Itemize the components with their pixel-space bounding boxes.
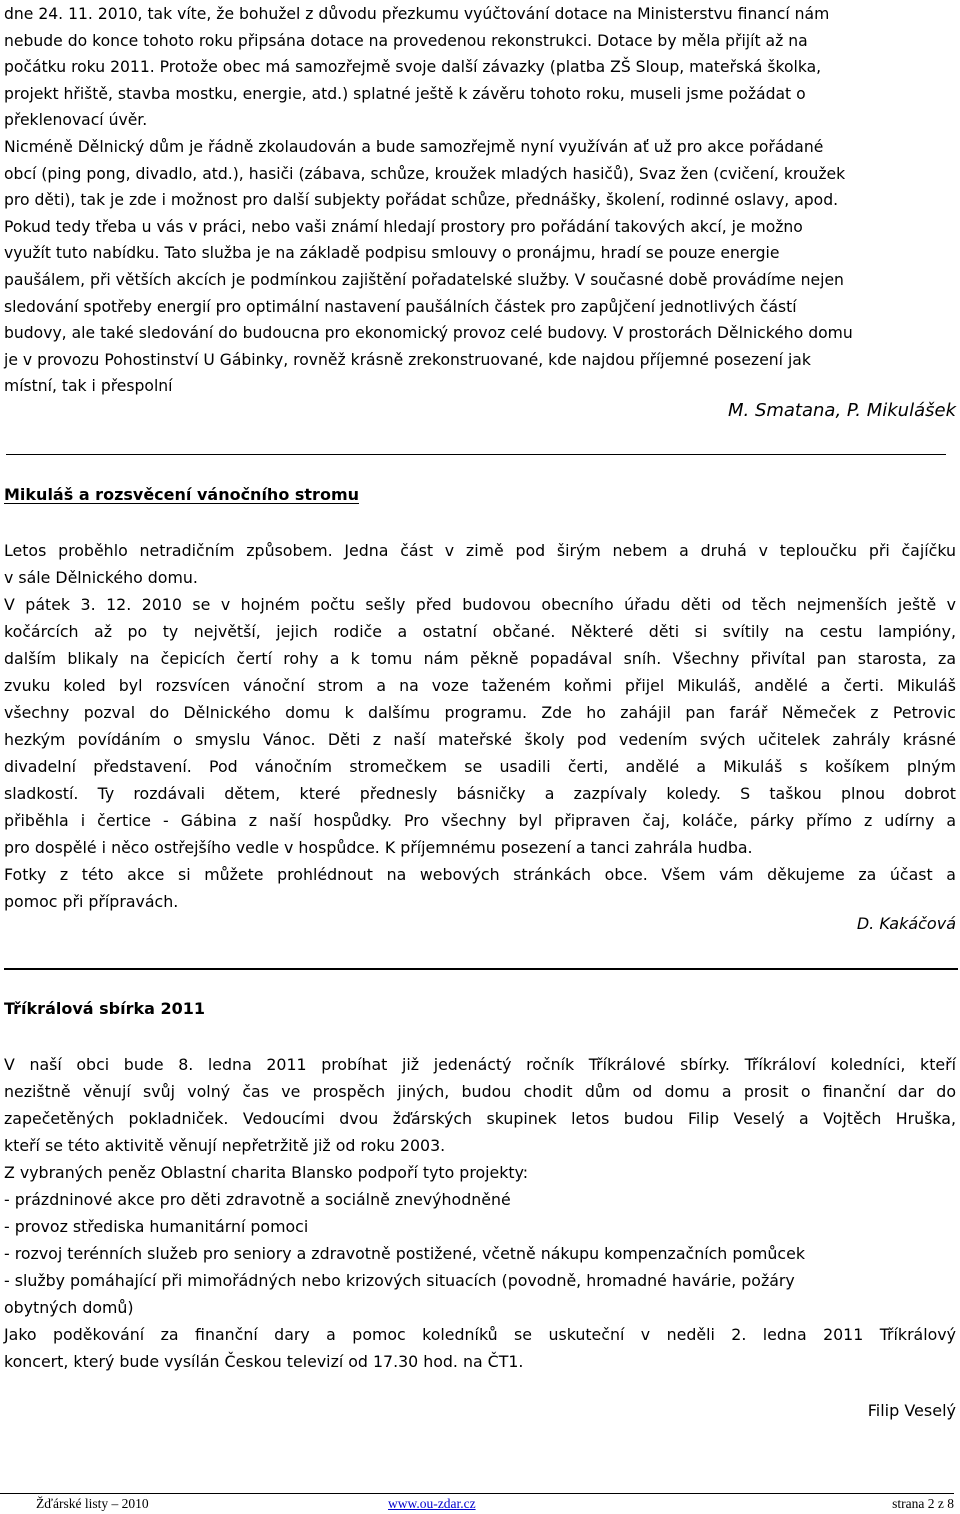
text-line: Z vybraných peněz Oblastní charita Blansko podpoří tyto projekty: — [4, 1163, 529, 1182]
text-line: hezkým povídáním o smyslu Vánoc. Děti z naší mateřské školy pod vedením svých učitelek zahrály krásné — [4, 730, 956, 749]
text-line: místní, tak i přespolní — [4, 377, 173, 396]
text-line: kteří se této aktivitě věnují nepřetržitě již od roku 2003. — [4, 1136, 446, 1155]
text-line: dne 24. 11. 2010, tak víte, že bohužel z důvodu přezkumu vyúčtování dotace na Ministerstvu financí nám — [4, 5, 830, 23]
footer-website-link[interactable]: www.ou-zdar.cz — [388, 1496, 476, 1511]
text-line: počátku roku 2011. Protože obec má samozřejmě svoje další závazky (platba ZŠ Sloup, mateřská školka, — [4, 58, 822, 77]
text-line: Jako poděkování za finanční dary a pomoc koledníků se uskuteční v neděli 2. ledna 2011 Tříkrálový — [4, 1325, 956, 1344]
text-line: nebude do konce tohoto roku připsána dotace na provedenou rekonstrukci. Dotace by měla přijít až na — [4, 31, 808, 50]
text-line: pro dospělé i něco ostřejšího vedle v hospůdce. K příjemnému posezení a tanci zahrála hudba. — [4, 838, 753, 857]
text-line: Letos proběhlo netradičním způsobem. Jedna část v zimě pod širým nebem a druhá v teploučku při čajíčku — [4, 541, 956, 560]
text-line: pro děti), tak je zde i možnost pro další subjekty pořádat schůze, přednášky, školení, rodinné oslavy, apod. — [4, 191, 839, 210]
text-line: V naší obci bude 8. ledna 2011 probíhat již jedenáctý ročník Tříkrálové sbírky. Tříkráloví koledníci, kteří — [4, 1055, 956, 1074]
text-line: paušálem, při větších akcích je podmínkou zajištění pořadatelské služby. V současné době provádíme nejen — [4, 270, 844, 289]
text-line: V pátek 3. 12. 2010 se v hojném počtu sešly před budovou obecního úřadu děti od těch nejmenších ještě v — [4, 595, 956, 614]
list-item: - rozvoj terénních služeb pro seniory a zdravotně postižené, včetně nákupu kompenzačních pomůcek — [4, 1244, 805, 1263]
text-line: překlenovací úvěr. — [4, 111, 148, 130]
list-item: - prázdninové akce pro děti zdravotně a sociálně znevýhodněné — [4, 1190, 511, 1209]
text-line: pomoc při přípravách. — [4, 892, 179, 911]
list-item: - provoz střediska humanitární pomoci — [4, 1217, 309, 1236]
text-line: obcí (ping pong, divadlo, atd.), hasiči (zábava, schůze, kroužek mladých hasičů), Svaz žen (cvičení, kroužek — [4, 164, 846, 183]
footer-page-number: strana 2 z 8 — [892, 1496, 954, 1511]
section-divider — [4, 968, 958, 970]
text-line: Fotky z této akce si můžete prohlédnout na webových stránkách obce. Všem vám děkujeme za účast a — [4, 865, 956, 884]
text-line: nezištně věnují svůj volný čas ve prospěch jiných, budou chodit dům od domu a prosit o finanční dar do — [4, 1082, 956, 1101]
text-line: využít tuto nabídku. Tato služba je na základě podpisu smlouvy o pronájmu, hradí se pouze energie — [4, 244, 780, 263]
list-item-continuation: obytných domů) — [4, 1298, 134, 1317]
intro-article-signature: M. Smatana, P. Mikulášek — [727, 400, 956, 421]
text-line: projekt hřiště, stavba mostku, energie, atd.) splatné ještě k závěru tohoto roku, museli jsme požádat o — [4, 84, 806, 103]
tri-kralova-article-signature: Filip Veselý — [867, 1401, 956, 1420]
text-line: kočárcích až po ty největší, jejich rodiče a ostatní občané. Některé děti si svítily na cestu lampióny, — [4, 622, 956, 641]
tri-kralova-article-heading: Tříkrálová sbírka 2011 — [4, 999, 206, 1018]
text-line: všechny pozval do Dělnického domu k dalšímu programu. Zde ho zahájil pan farář Němeček z Petrovic — [4, 703, 956, 722]
text-line: sledování spotřeby energií pro optimální nastavení paušálních částek pro zapůjčení jednotlivých částí — [4, 297, 797, 316]
text-line: sladkostí. Ty rozdávali dětem, které přednesly básničky a zazpívaly koledy. S taškou plnou dobrot — [4, 784, 956, 803]
text-line: zvuku koled byl rozsvícen vánoční strom a na voze taženém koňmi přijel Mikuláš, andělé a čerti. Mikuláš — [4, 676, 956, 695]
section-divider — [6, 454, 946, 455]
mikulas-article-signature: D. Kakáčová — [856, 914, 956, 933]
text-line: v sále Dělnického domu. — [4, 568, 198, 587]
text-line: koncert, který bude vysílán Českou televizí od 17.30 hod. na ČT1. — [4, 1352, 524, 1371]
text-line: zapečetěných pokladniček. Vedoucími dvou žďárských skupinek letos budou Filip Veselý a Vojtěch Hruška, — [4, 1109, 956, 1128]
text-line: budovy, ale také sledování do budoucna pro ekonomický provoz celé budovy. V prostorách Dělnického domu — [4, 324, 853, 343]
list-item: - služby pomáhající při mimořádných nebo krizových situacích (povodně, hromadné havárie, požáry — [4, 1271, 795, 1290]
text-line: divadelní představení. Pod vánočním stromečkem se usadili čerti, andělé a Mikuláš s košíkem plným — [4, 757, 956, 776]
mikulas-article-heading: Mikuláš a rozsvěcení vánočního stromu — [4, 485, 359, 504]
text-line: dalším blikaly na čepicích čertí rohy a k tomu nám pěkně popadával sníh. Všechny přivítal pan starosta, za — [4, 649, 956, 668]
footer-divider — [0, 1493, 954, 1494]
text-line: Pokud tedy třeba u vás v práci, nebo vaši známí hledají prostory pro pořádání takových akcí, je možno — [4, 217, 803, 236]
intro-article-body — [4, 1, 956, 400]
text-line: přiběhla i čertice - Gábina z naší hospůdky. Pro všechny byl připraven čaj, koláče, párky přímo z udírny a — [4, 811, 956, 830]
tri-kralova-article-body — [4, 1051, 956, 1375]
text-line: je v provozu Pohostinství U Gábinky, rovněž krásně zrekonstruované, kde najdou příjemné posezení jak — [4, 350, 811, 369]
mikulas-article-body — [4, 537, 956, 915]
footer-publication: Žďárské listy – 2010 — [36, 1496, 149, 1511]
text-line: Nicméně Dělnický dům je řádně zkolaudován a bude samozřejmě nyní využíván ať už pro akce pořádané — [4, 137, 824, 156]
